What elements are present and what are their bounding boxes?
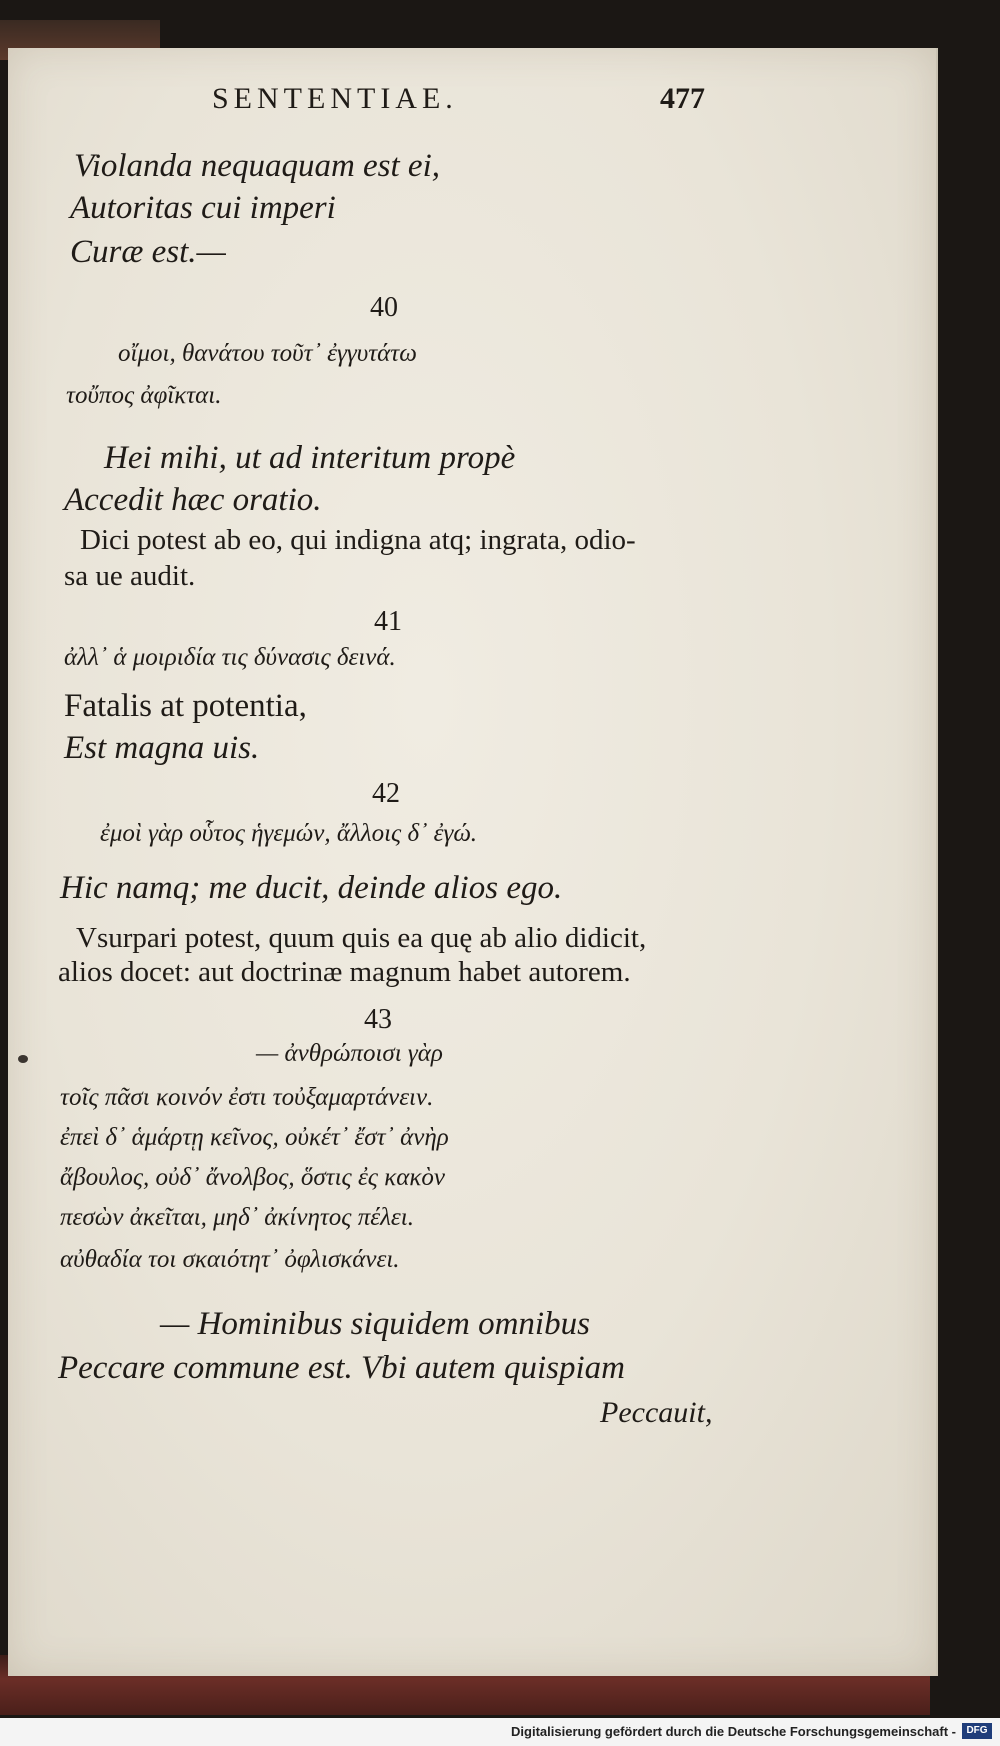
funding-credit: Digitalisierung gefördert durch die Deutsche Forschungsgemeinschaft - (511, 1724, 956, 1739)
commentary-line: alios docet: aut doctrinæ magnum habet autorem. (58, 956, 631, 988)
page-number: 477 (660, 82, 705, 115)
verse-line: Violanda nequaquam est ei, (74, 148, 440, 184)
sentence-number: 41 (374, 606, 402, 637)
verse-line: Peccare commune est. Vbi autem quispiam (58, 1350, 625, 1386)
dfg-logo-icon: DFG (962, 1723, 992, 1739)
commentary-line: Dici potest ab eo, qui indigna atq; ingrata, odio- (80, 524, 636, 556)
greek-line: ἀλλ᾽ ἁ μοιριδία τις δύνασις δεινά. (64, 644, 396, 671)
greek-line: ἐμοὶ γὰρ οὗτος ἡγεμών, ἄλλοις δ᾽ ἐγώ. (100, 820, 478, 847)
commentary-line: sa ue audit. (64, 560, 196, 592)
greek-line: τοὔπος ἀφῖκται. (66, 382, 222, 409)
catchword: Peccauit, (600, 1396, 713, 1429)
greek-line: τοῖς πᾶσι κοινόν ἐστι τοὐξαμαρτάνειν. (60, 1084, 434, 1111)
verse-line: Curæ est.— (70, 234, 226, 270)
greek-line: — ἀνθρώποισι γὰρ (256, 1040, 443, 1067)
verse-line: Hic namq; me ducit, deinde alios ego. (60, 870, 563, 906)
greek-line: ἄβουλος, οὐδ᾽ ἄνολβος, ὅστις ἐς κακὸν (60, 1164, 445, 1191)
verse-line: Fatalis at potentia, (64, 688, 307, 724)
running-title: SENTENTIAE. (212, 82, 458, 115)
greek-line: αὐθαδία τοι σκαιότητ᾽ ὀφλισκάνει. (60, 1246, 400, 1273)
book-page (8, 48, 938, 1676)
verse-line: — Hominibus siquidem omnibus (160, 1306, 590, 1342)
sentence-number: 42 (372, 778, 400, 809)
greek-line: οἴμοι, θανάτου τοῦτ᾽ ἐγγυτάτω (118, 340, 417, 367)
greek-line: ἐπεὶ δ᾽ ἁμάρτῃ κεῖνος, οὐκέτ᾽ ἔστ᾽ ἀνὴρ (60, 1124, 449, 1151)
verse-line: Hei mihi, ut ad interitum propè (104, 440, 516, 476)
ink-speck (18, 1055, 28, 1063)
sentence-number: 40 (370, 292, 398, 323)
digitization-footer (0, 1718, 1000, 1746)
verse-line: Accedit hæc oratio. (64, 482, 322, 518)
verse-line: Est magna uis. (64, 730, 260, 766)
greek-line: πεσὼν ἀκεῖται, μηδ᾽ ἀκίνητος πέλει. (60, 1204, 414, 1231)
commentary-line: Vsurpari potest, quum quis ea quę ab alio didicit, (76, 922, 647, 954)
sentence-number: 43 (364, 1004, 392, 1035)
verse-line: Autoritas cui imperi (70, 190, 336, 226)
